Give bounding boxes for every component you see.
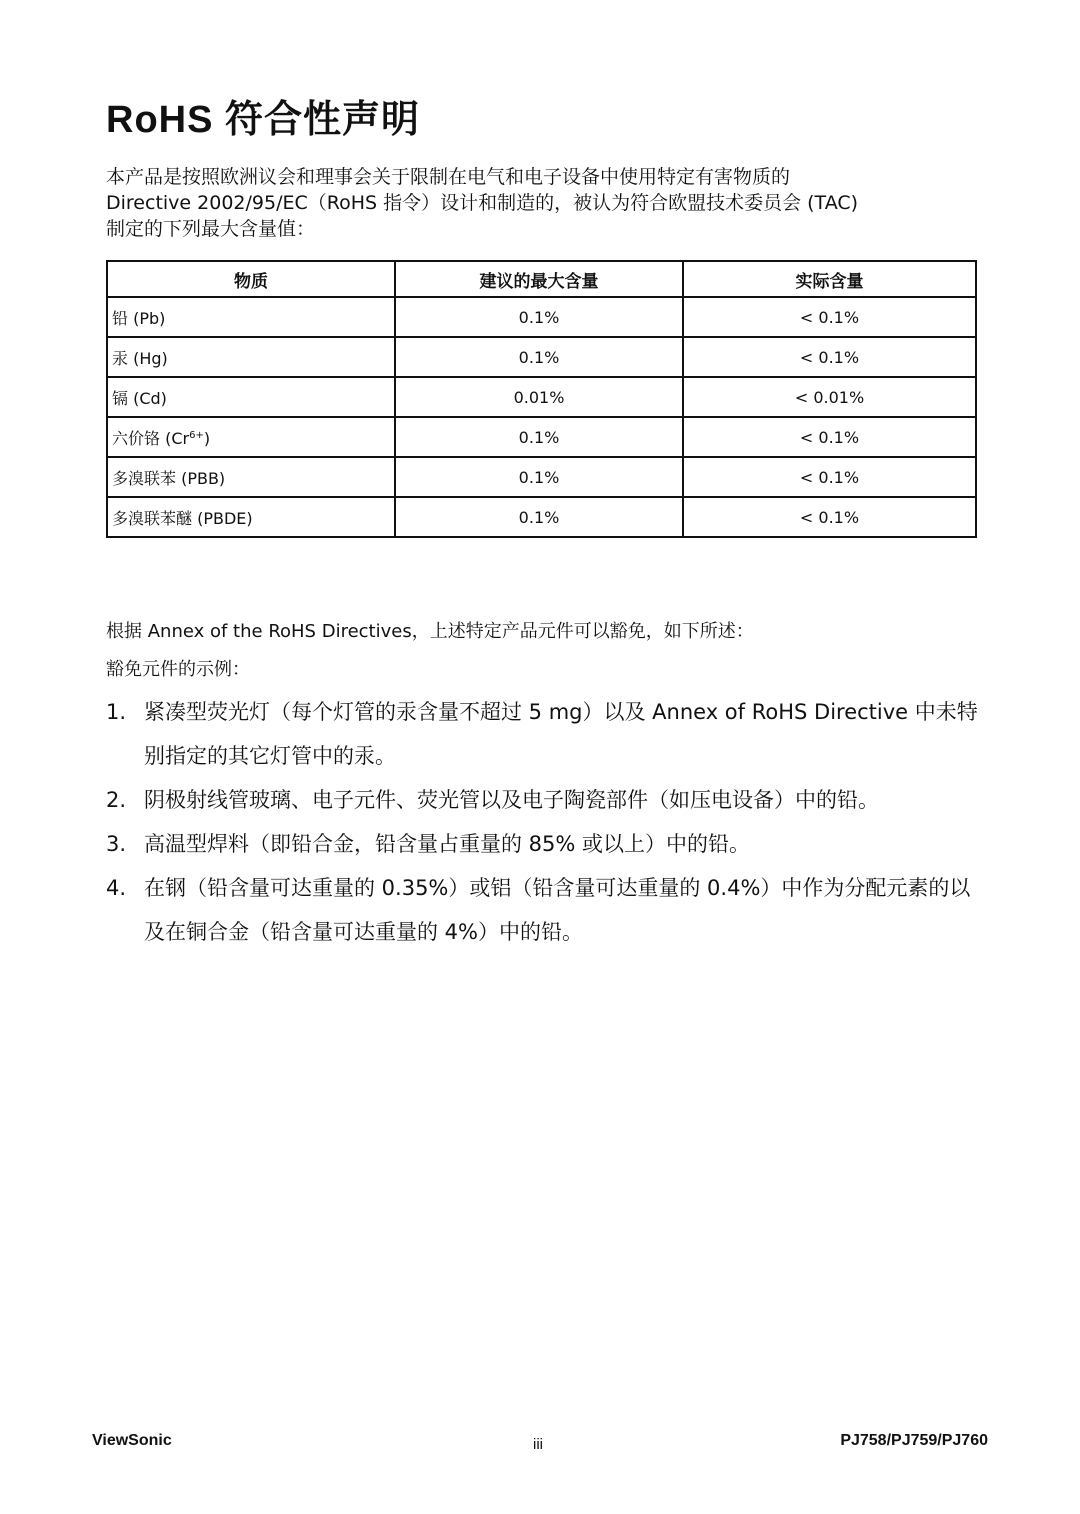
list-item — [106, 866, 986, 954]
table-row — [107, 337, 976, 377]
list-item-number: 1. — [106, 700, 127, 724]
intro-line: 本产品是按照欧洲议会和理事会关于限制在电气和电子设备中使用特定有害物质的 — [106, 166, 791, 188]
actual-value-cell: < 0.01% — [683, 377, 976, 417]
list-item-text: 高温型焊料（即铅合金，铅含量占重量的 85% 或以上）中的铅。 — [144, 832, 751, 856]
footer-model: PJ758/PJ759/PJ760 — [840, 1432, 988, 1449]
list-item-text: 阴极射线管玻璃、电子元件、荧光管以及电子陶瓷部件（如压电设备）中的铅。 — [144, 788, 879, 812]
list-item — [106, 690, 986, 778]
page-footer — [92, 1432, 988, 1456]
max-value-cell: 0.1% — [395, 297, 683, 337]
list-item-number: 4. — [106, 876, 127, 900]
table-row — [107, 377, 976, 417]
substance-cell: 汞 (Hg) — [107, 337, 395, 377]
actual-value-cell: < 0.1% — [683, 457, 976, 497]
intro-line: 制定的下列最大含量值： — [106, 218, 316, 240]
page-title: RoHS 符合性声明 — [106, 99, 421, 141]
table-row — [107, 417, 976, 457]
list-item-text: 在钢（铅含量可达重量的 0.35%）或铝（铅含量可达重量的 0.4%）中作为分配元素的以及在铜合金（铅含量可达重量的 4%）中的铅。 — [144, 876, 971, 944]
rohs-table — [106, 260, 977, 538]
exemption-heading: 豁免元件的示例： — [106, 659, 250, 680]
header-max-content: 建议的最大含量 — [395, 261, 683, 297]
substance-cell: 镉 (Cd) — [107, 377, 395, 417]
intro-line: Directive 2002/95/EC（RoHS 指令）设计和制造的，被认为符合欧盟技术委员会 (TAC) — [106, 192, 859, 214]
list-item — [106, 822, 986, 866]
max-value-cell: 0.1% — [395, 497, 683, 537]
actual-value-cell: < 0.1% — [683, 417, 976, 457]
list-item — [106, 778, 986, 822]
intro-paragraph — [106, 164, 986, 242]
substance-cell — [107, 417, 395, 457]
list-item-number: 2. — [106, 788, 127, 812]
list-item-number: 3. — [106, 832, 127, 856]
max-value-cell: 0.1% — [395, 417, 683, 457]
annex-line: 根据 Annex of the RoHS Directives，上述特定产品元件可以豁免，如下所述： — [106, 621, 754, 642]
actual-value-cell: < 0.1% — [683, 297, 976, 337]
substance-cell: 铅 (Pb) — [107, 297, 395, 337]
actual-value-cell: < 0.1% — [683, 497, 976, 537]
max-value-cell: 0.1% — [395, 457, 683, 497]
substance-cell: 多溴联苯 (PBB) — [107, 457, 395, 497]
max-value-cell: 0.01% — [395, 377, 683, 417]
annex-paragraph — [106, 620, 986, 696]
substance-superscript: 6+ — [189, 429, 204, 441]
max-value-cell: 0.1% — [395, 337, 683, 377]
footer-brand: ViewSonic — [92, 1432, 172, 1449]
list-item-text: 紧凑型荧光灯（每个灯管的汞含量不超过 5 mg）以及 Annex of RoHS Directive 中未特别指定的其它灯管中的汞。 — [144, 700, 978, 768]
table-row — [107, 457, 976, 497]
header-substance: 物质 — [107, 261, 395, 297]
substance-name: 六价铬 (Cr — [112, 428, 190, 448]
table-header-row — [107, 261, 976, 297]
substance-cell: 多溴联苯醚 (PBDE) — [107, 497, 395, 537]
page-number: iii — [533, 1436, 543, 1453]
header-actual-content: 实际含量 — [683, 261, 976, 297]
table-row — [107, 297, 976, 337]
exemption-list — [106, 690, 986, 954]
actual-value-cell: < 0.1% — [683, 337, 976, 377]
table-row — [107, 497, 976, 537]
substance-name-end: ) — [203, 428, 211, 448]
